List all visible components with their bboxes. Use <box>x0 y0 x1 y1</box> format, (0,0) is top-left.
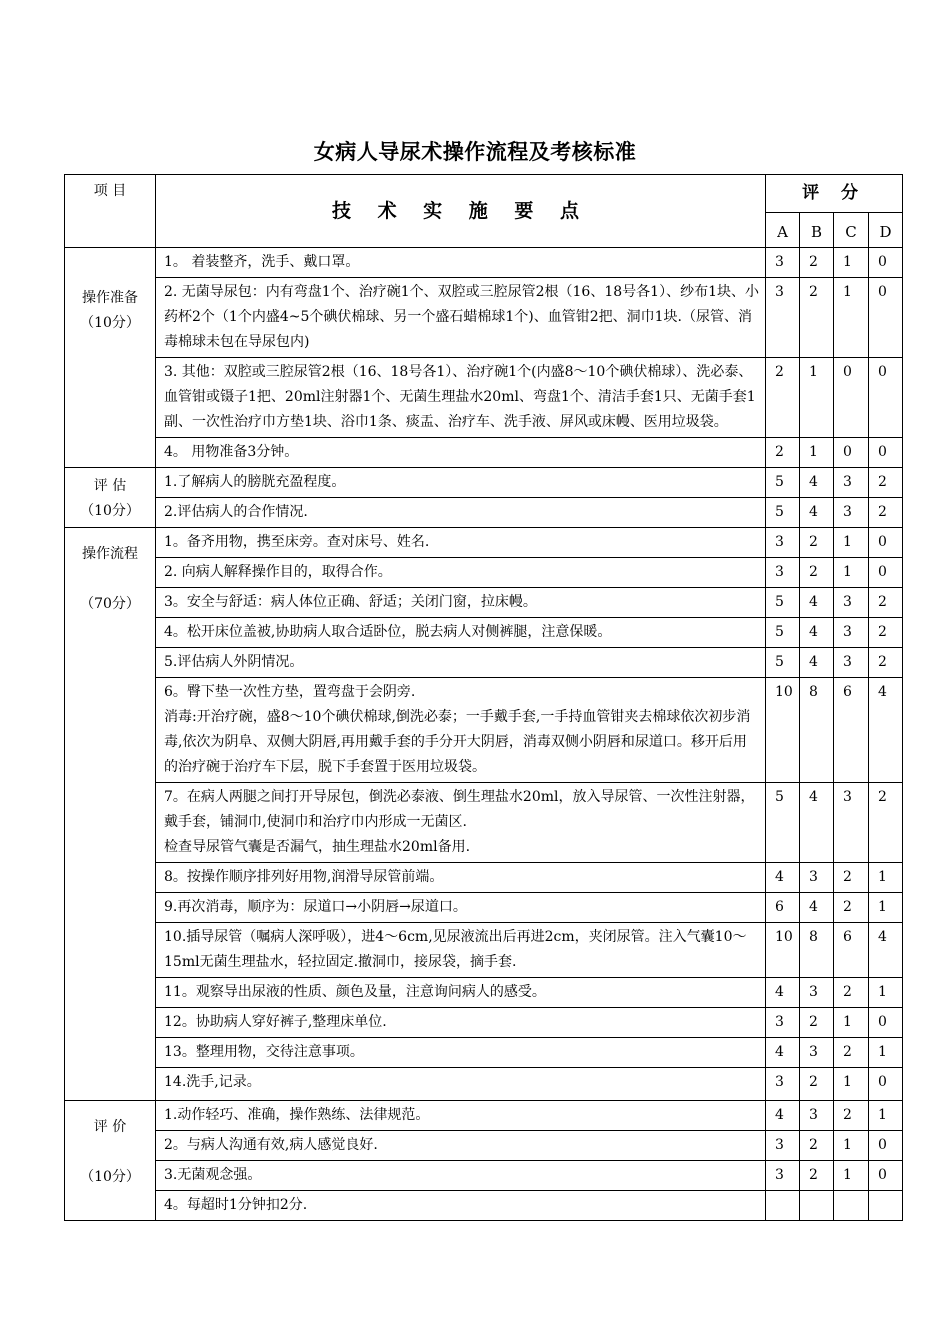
section-label <box>65 528 156 1101</box>
step-text-line: 2. 向病人解释操作目的，取得合作。 <box>164 564 392 580</box>
table-row <box>65 863 903 893</box>
table-row <box>65 648 903 678</box>
section-points: （10分） <box>80 1169 140 1185</box>
score-d: 2 <box>869 783 903 863</box>
step-text <box>156 1191 766 1221</box>
score-b: 4 <box>800 468 834 498</box>
score-d: 0 <box>869 278 903 358</box>
score-c: 1 <box>834 278 869 358</box>
step-text-line: 12。协助病人穿好裤子,整理床单位. <box>164 1014 387 1030</box>
score-c: 6 <box>834 923 869 978</box>
score-a: 2 <box>766 438 800 468</box>
score-b: 2 <box>800 1161 834 1191</box>
score-d: 2 <box>869 648 903 678</box>
section-name: 评 价 <box>93 1119 127 1135</box>
score-d: 1 <box>869 978 903 1008</box>
score-c: 2 <box>834 978 869 1008</box>
score-d: 0 <box>869 558 903 588</box>
step-text <box>156 893 766 923</box>
score-b: 1 <box>800 438 834 468</box>
step-text-line: 2.评估病人的合作情况. <box>164 504 308 520</box>
score-d: 0 <box>869 1008 903 1038</box>
score-d: 0 <box>869 358 903 438</box>
score-b: 1 <box>800 358 834 438</box>
step-text <box>156 528 766 558</box>
step-text <box>156 863 766 893</box>
score-a: 4 <box>766 1101 800 1131</box>
step-text-line: 13。整理用物，交待注意事项。 <box>164 1044 364 1060</box>
assessment-table <box>64 174 903 1221</box>
score-b: 2 <box>800 1008 834 1038</box>
score-c: 2 <box>834 1101 869 1131</box>
score-d: 1 <box>869 863 903 893</box>
header-project: 项 目 <box>65 175 156 248</box>
grade-b: B <box>800 212 834 247</box>
step-text <box>156 978 766 1008</box>
step-text <box>156 1101 766 1131</box>
table-row <box>65 678 903 783</box>
score-a: 10 <box>766 923 800 978</box>
step-text <box>156 1008 766 1038</box>
step-text-line: 3. 其他：双腔或三腔尿管2根（16、18号各1）、治疗碗1个(内盛8～10个碘伏棉球）、洗必泰、血管钳或镊子1把、20ml注射器1个、无菌生理盐水20ml、弯盘1个、清洁手套1只、无菌手套1副、一次性治疗巾方垫1块、浴巾1条、痰盂、治疗车、洗手液、屏风或床幔、医用垃圾袋。 <box>164 364 756 430</box>
score-a: 2 <box>766 358 800 438</box>
section-label <box>65 248 156 468</box>
score-d: 1 <box>869 1038 903 1068</box>
score-c: 0 <box>834 438 869 468</box>
score-d: 1 <box>869 1101 903 1131</box>
score-d: 2 <box>869 618 903 648</box>
step-text-line: 7。在病人两腿之间打开导尿包，倒洗必泰液、倒生理盐水20ml，放入导尿管、一次性注射器，戴手套，铺洞巾,使洞巾和治疗巾内形成一无菌区. <box>164 789 755 830</box>
step-text <box>156 1068 766 1101</box>
score-a: 5 <box>766 468 800 498</box>
table-row <box>65 1008 903 1038</box>
step-text <box>156 1131 766 1161</box>
step-text <box>156 923 766 978</box>
step-text-line: 1。 着装整齐，洗手、戴口罩。 <box>164 254 360 270</box>
step-text-line: 4。每超时1分钟扣2分. <box>164 1197 308 1213</box>
step-text-line: 6。臀下垫一次性方垫，置弯盘于会阴旁. <box>164 684 416 700</box>
score-b: 2 <box>800 558 834 588</box>
score-c: 3 <box>834 588 869 618</box>
table-row <box>65 923 903 978</box>
table-row <box>65 978 903 1008</box>
score-d: 2 <box>869 468 903 498</box>
header-score: 评 分 <box>766 175 903 213</box>
score-a <box>766 1191 800 1221</box>
section-name: 评 估 <box>93 478 127 494</box>
score-c: 2 <box>834 1038 869 1068</box>
step-text-line: 消毒:开治疗碗，盛8～10个碘伏棉球,倒洗必泰；一手戴手套,一手持血管钳夹去棉球依次初步消毒,依次为阴阜、双侧大阴唇,再用戴手套的手分开大阴唇，消毒双侧小阴唇和尿道口。移开后用的治疗碗于治疗车下层，脱下手套置于医用垃圾袋。 <box>164 709 751 775</box>
score-a: 4 <box>766 863 800 893</box>
table-row <box>65 1191 903 1221</box>
grade-c: C <box>834 212 869 247</box>
score-c: 1 <box>834 248 869 278</box>
score-a: 5 <box>766 498 800 528</box>
score-d: 1 <box>869 893 903 923</box>
score-c: 1 <box>834 1068 869 1101</box>
score-c: 2 <box>834 863 869 893</box>
step-text <box>156 1038 766 1068</box>
score-d: 2 <box>869 588 903 618</box>
score-d: 0 <box>869 438 903 468</box>
score-c: 2 <box>834 893 869 923</box>
score-c: 1 <box>834 558 869 588</box>
step-text-line: 8。按操作顺序排列好用物,润滑导尿管前端。 <box>164 869 444 885</box>
table-row <box>65 1161 903 1191</box>
score-c: 1 <box>834 1131 869 1161</box>
step-text-line: 2。与病人沟通有效,病人感觉良好. <box>164 1137 378 1153</box>
table-row <box>65 358 903 438</box>
score-b <box>800 1191 834 1221</box>
table-row <box>65 468 903 498</box>
score-b: 2 <box>800 248 834 278</box>
header-technique: 技 术 实 施 要 点 <box>156 175 766 248</box>
step-text <box>156 678 766 783</box>
section-name: 操作流程 <box>82 546 138 562</box>
step-text <box>156 468 766 498</box>
score-a: 3 <box>766 278 800 358</box>
table-row <box>65 588 903 618</box>
score-a: 3 <box>766 528 800 558</box>
score-b: 2 <box>800 528 834 558</box>
step-text-line: 5.评估病人外阴情况。 <box>164 654 304 670</box>
score-a: 4 <box>766 978 800 1008</box>
section-points: （10分） <box>80 315 140 331</box>
score-c: 3 <box>834 783 869 863</box>
score-a: 5 <box>766 783 800 863</box>
section-points: （70分） <box>80 596 140 612</box>
step-text <box>156 618 766 648</box>
step-text <box>156 278 766 358</box>
score-b: 4 <box>800 498 834 528</box>
score-a: 5 <box>766 588 800 618</box>
step-text <box>156 558 766 588</box>
score-b: 4 <box>800 648 834 678</box>
score-a: 5 <box>766 648 800 678</box>
step-text-line: 2. 无菌导尿包：内有弯盘1个、治疗碗1个、双腔或三腔尿管2根（16、18号各1）、纱布1块、小药杯2个（1个内盛4~5个碘伏棉球、另一个盛石蜡棉球1个)、血管钳2把、洞巾1块.（尿管、消毒棉球未包在导尿包内) <box>164 284 759 350</box>
table-row <box>65 438 903 468</box>
score-c: 3 <box>834 468 869 498</box>
score-a: 3 <box>766 1008 800 1038</box>
step-text-line: 10.插导尿管（嘱病人深呼吸），进4～6cm,见尿液流出后再进2cm，夹闭尿管。注入气囊10～15ml无菌生理盐水，轻拉固定.撤洞巾，接尿袋，摘手套. <box>164 929 747 970</box>
table-row <box>65 783 903 863</box>
score-c <box>834 1191 869 1221</box>
score-b: 3 <box>800 1038 834 1068</box>
score-d: 0 <box>869 1068 903 1101</box>
score-b: 2 <box>800 1068 834 1101</box>
score-d: 4 <box>869 678 903 783</box>
score-b: 4 <box>800 893 834 923</box>
step-text-line: 1.动作轻巧、准确，操作熟练、法律规范。 <box>164 1107 430 1123</box>
score-d: 2 <box>869 498 903 528</box>
score-a: 6 <box>766 893 800 923</box>
score-b: 8 <box>800 678 834 783</box>
score-b: 4 <box>800 783 834 863</box>
step-text <box>156 248 766 278</box>
table-row <box>65 528 903 558</box>
score-d <box>869 1191 903 1221</box>
step-text <box>156 783 766 863</box>
table-row <box>65 498 903 528</box>
section-label <box>65 468 156 528</box>
step-text <box>156 358 766 438</box>
step-text <box>156 498 766 528</box>
step-text-line: 3.无菌观念强。 <box>164 1167 262 1183</box>
score-b: 2 <box>800 278 834 358</box>
step-text-line: 1.了解病人的膀胱充盈程度。 <box>164 474 346 490</box>
section-label <box>65 1101 156 1221</box>
score-a: 10 <box>766 678 800 783</box>
score-b: 3 <box>800 1101 834 1131</box>
score-d: 0 <box>869 528 903 558</box>
step-text <box>156 1161 766 1191</box>
score-a: 3 <box>766 558 800 588</box>
step-text-line: 9.再次消毒，顺序为：尿道口→小阴唇→尿道口。 <box>164 899 467 915</box>
table-row <box>65 1131 903 1161</box>
score-c: 6 <box>834 678 869 783</box>
table-row <box>65 893 903 923</box>
score-c: 1 <box>834 1008 869 1038</box>
table-row <box>65 1038 903 1068</box>
table-row <box>65 278 903 358</box>
step-text-line: 检查导尿管气囊是否漏气，抽生理盐水20ml备用. <box>164 839 471 855</box>
score-a: 3 <box>766 1068 800 1101</box>
score-a: 3 <box>766 248 800 278</box>
score-c: 1 <box>834 1161 869 1191</box>
score-c: 3 <box>834 498 869 528</box>
score-c: 1 <box>834 528 869 558</box>
step-text-line: 14.洗手,记录。 <box>164 1074 261 1090</box>
score-d: 0 <box>869 248 903 278</box>
step-text-line: 3。安全与舒适：病人体位正确、舒适；关闭门窗，拉床幔。 <box>164 594 537 610</box>
table-row <box>65 1068 903 1101</box>
table-row <box>65 1101 903 1131</box>
score-a: 3 <box>766 1131 800 1161</box>
table-row <box>65 248 903 278</box>
step-text-line: 11。观察导出尿液的性质、颜色及量，注意询问病人的感受。 <box>164 984 546 1000</box>
grade-a: A <box>766 212 800 247</box>
step-text <box>156 588 766 618</box>
score-c: 3 <box>834 618 869 648</box>
step-text <box>156 438 766 468</box>
score-d: 0 <box>869 1161 903 1191</box>
score-a: 4 <box>766 1038 800 1068</box>
step-text-line: 4。 用物准备3分钟。 <box>164 444 299 460</box>
score-c: 0 <box>834 358 869 438</box>
table-row <box>65 618 903 648</box>
step-text-line: 4。松开床位盖被,协助病人取合适卧位，脱去病人对侧裤腿，注意保暖。 <box>164 624 612 640</box>
step-text-line: 1。备齐用物，携至床旁。查对床号、姓名. <box>164 534 430 550</box>
table-row <box>65 558 903 588</box>
spacer <box>70 1140 150 1165</box>
grade-d: D <box>869 212 903 247</box>
score-a: 3 <box>766 1161 800 1191</box>
score-b: 3 <box>800 863 834 893</box>
section-points: （10分） <box>80 503 140 519</box>
score-b: 4 <box>800 588 834 618</box>
spacer <box>70 567 150 592</box>
score-b: 2 <box>800 1131 834 1161</box>
score-b: 4 <box>800 618 834 648</box>
score-a: 5 <box>766 618 800 648</box>
step-text <box>156 648 766 678</box>
page-title: 女病人导尿术操作流程及考核标准 <box>313 139 637 164</box>
score-d: 0 <box>869 1131 903 1161</box>
score-b: 3 <box>800 978 834 1008</box>
score-c: 3 <box>834 648 869 678</box>
score-d: 4 <box>869 923 903 978</box>
score-b: 8 <box>800 923 834 978</box>
section-name: 操作准备 <box>82 290 138 306</box>
